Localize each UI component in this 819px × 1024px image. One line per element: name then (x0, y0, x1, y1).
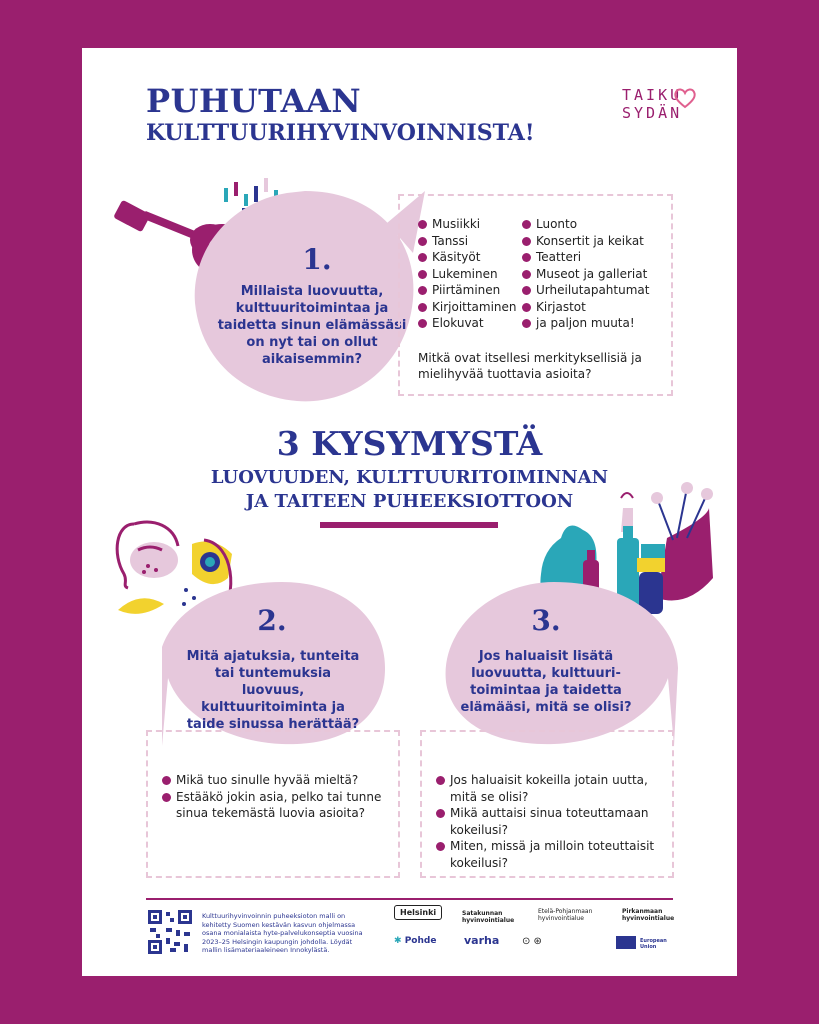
question-3-text: Jos haluaisit lisätä luovuutta, kulttuuri-toimintaa ja taidetta elämääsi, mitä se olisi? (460, 649, 632, 715)
list-item: Mikä tuo sinulle hyvää mieltä? (162, 772, 390, 789)
list-item: Luonto (522, 216, 649, 233)
list-item: Jos haluaisit kokeilla jotain uutta, mitä se olisi? (436, 772, 664, 805)
pohde-logo-mark: ✱ (394, 936, 402, 946)
logo-line-1: TAIKU (622, 86, 683, 104)
heading-underline (320, 522, 498, 528)
list-item: Musiikki (418, 216, 517, 233)
list-item: Mikä auttaisi sinua toteuttamaan kokeilusi? (436, 805, 664, 838)
list-item: Kirjoittaminen (418, 299, 517, 316)
question-3-bullets (436, 772, 664, 871)
list-item: Teatteri (522, 249, 649, 266)
middle-heading: 3 KYSYMYSTÄ (276, 424, 543, 463)
question-2-bullets (162, 772, 390, 822)
varha-logo: varha (464, 934, 500, 947)
list-item: Tanssi (418, 233, 517, 250)
question-3-number: 3. (531, 604, 561, 637)
logo-line-2: SYDÄN (622, 104, 683, 122)
activity-list-left (418, 216, 517, 332)
list-item: Elokuvat (418, 315, 517, 332)
middle-subheading-line-2: JA TAITEEN PUHEEKSIOTTOON (245, 491, 574, 512)
title-line-1: PUHUTAAN (146, 82, 362, 120)
list-item: ja paljon muuta! (522, 315, 649, 332)
heart-icon (672, 86, 698, 110)
eu-logo-text: European Union (640, 938, 667, 950)
kulttuuri-logo-marks: ⊙ ⊛ (522, 936, 542, 947)
poster (82, 48, 737, 976)
pirkanmaa-logo: Pirkanmaan hyvinvointialue (622, 908, 675, 922)
footer-text: Kulttuurihyvinvoinnin puheeksioton malli on kehitetty Suomen kestävän kasvun ohjelmassa osana monialaista hyte-palvelukonseptia vuosina 2023–25 Helsingin kaupungin johdolla. Löydät mallin lisämateriaaleineen Innokylästä. (202, 912, 363, 954)
etela-pohjanmaa-logo: Etelä-Pohjanmaan hyvinvointialue (538, 908, 593, 922)
list-item: Urheilutapahtumat (522, 282, 649, 299)
eu-flag-icon (616, 936, 636, 949)
list-item: Museot ja galleriat (522, 266, 649, 283)
list-item: Kirjastot (522, 299, 649, 316)
helsinki-logo: Helsinki (394, 905, 442, 920)
taiku-sydan-logo (622, 86, 702, 136)
satakunta-logo: Satakunnan hyvinvointialue (462, 910, 515, 924)
title-line-2: KULTTUURIHYVINVOINNISTA! (146, 120, 535, 146)
list-item: Piirtäminen (418, 282, 517, 299)
question-1-prompt: Mitkä ovat itsellesi merkityksellisiä ja mielihyvää tuottavia asioita? (418, 351, 642, 381)
pohde-logo-text: Pohde (404, 936, 437, 946)
question-2-number: 2. (257, 604, 287, 637)
pohde-logo (394, 936, 436, 946)
question-2-answer-box (146, 730, 400, 878)
list-item: Miten, missä ja milloin toteuttaisit kokeilusi? (436, 838, 664, 871)
question-3-answer-box (420, 730, 674, 878)
list-item: Lukeminen (418, 266, 517, 283)
question-1-number: 1. (302, 243, 332, 276)
activity-list-right (522, 216, 649, 332)
question-2-text: Mitä ajatuksia, tunteita tai tuntemuksia luovuus, kulttuuritoiminta ja taide sinussa herättää? (186, 649, 360, 732)
question-1-answer-box (398, 194, 673, 396)
question-1-text: Millaista luovuutta, kulttuuritoimintaa ja taidetta sinun elämässäsi on nyt tai on ollut aikaisemmin? (217, 284, 407, 367)
footer-divider (146, 898, 673, 900)
middle-subheading-line-1: LUOVUUDEN, KULTTUURITOIMINNAN (210, 467, 609, 488)
list-item: Käsityöt (418, 249, 517, 266)
qr-code-icon[interactable] (146, 908, 194, 956)
list-item: Estääkö jokin asia, pelko tai tunne sinua tekemästä luovia asioita? (162, 789, 390, 822)
list-item: Konsertit ja keikat (522, 233, 649, 250)
